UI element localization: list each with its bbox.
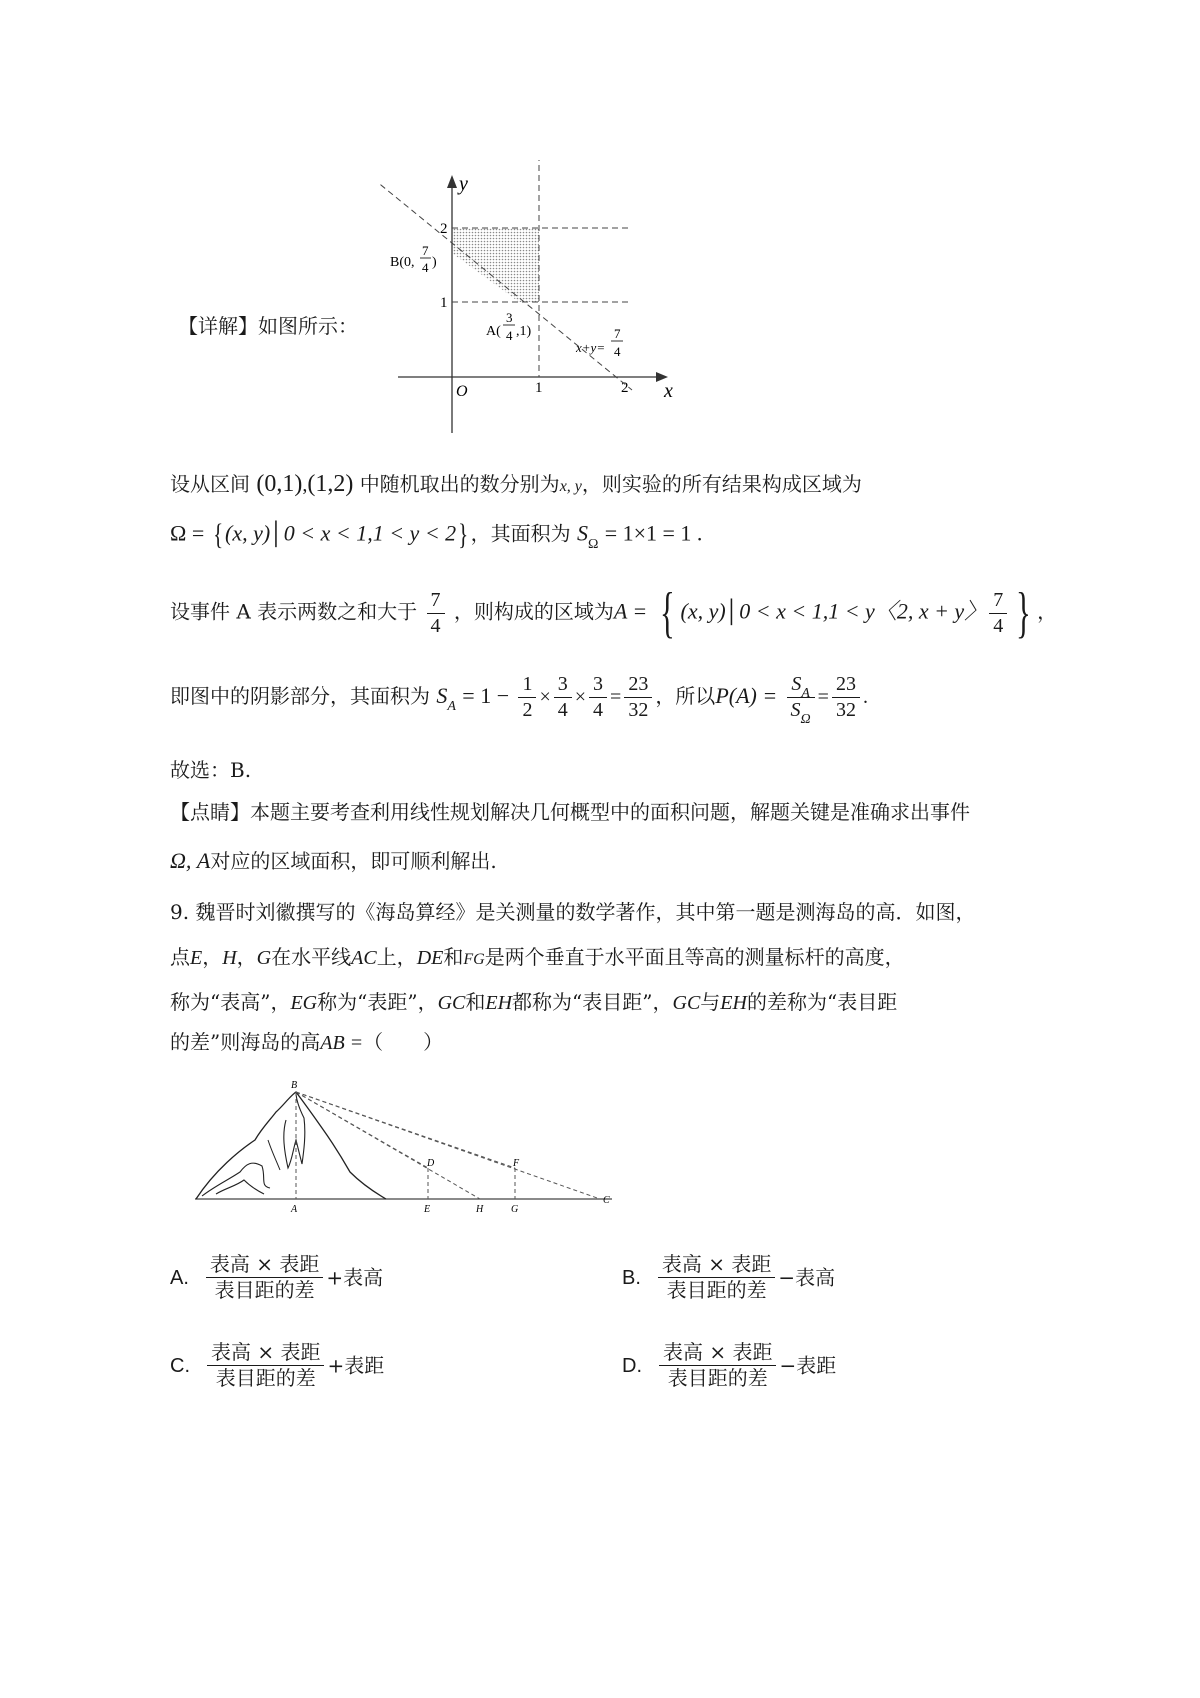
- text-span: ，所以: [655, 684, 716, 708]
- option-a[interactable]: [170, 1252, 383, 1303]
- paragraph-omega: [170, 520, 702, 550]
- text-span: 设事件 A 表示两数之和大于: [170, 599, 418, 624]
- segment-eg: EG: [290, 992, 318, 1014]
- option-letter: B.: [622, 1266, 641, 1289]
- question-9-line-3: [170, 990, 897, 1015]
- fraction-numerator: 表高 × 表距: [206, 1252, 323, 1278]
- text-span: 是两个垂直于水平面且等高的测量标杆的高度，: [484, 945, 905, 969]
- area-subscript: Ω: [587, 536, 599, 552]
- y-tick-2: 2: [440, 221, 448, 237]
- fraction-numerator: 7: [989, 588, 1007, 614]
- interval-two: (1,2): [307, 471, 354, 497]
- text-span: 称为“表高”，: [170, 990, 291, 1014]
- fraction-set-seven-fourths: [989, 588, 1007, 639]
- island-figure: [190, 1080, 620, 1220]
- right-brace: }: [458, 518, 469, 551]
- question-9-line-4: [170, 1030, 443, 1055]
- text-span: 在水平线: [271, 945, 352, 969]
- point-b-den: 4: [422, 260, 429, 275]
- fraction-numerator: 23: [624, 672, 652, 698]
- question-9-line-2: [170, 945, 905, 970]
- option-fraction: [206, 1252, 323, 1303]
- point-a-prefix: A(: [486, 324, 501, 339]
- fraction-numerator: 表高 × 表距: [207, 1340, 324, 1366]
- paragraph-shaded-area: [170, 672, 868, 727]
- text-span: 称为“表距”，: [317, 990, 438, 1014]
- fraction-numerator: 3: [554, 672, 572, 698]
- text-span: 和: [443, 945, 464, 969]
- fraction-numerator: 表高 × 表距: [658, 1252, 775, 1278]
- fraction-denominator: 表目距的差: [666, 1278, 767, 1302]
- option-tail: 表距: [344, 1353, 385, 1378]
- mountain-ridge: [268, 1140, 280, 1170]
- label-e: E: [424, 1204, 431, 1215]
- option-tail: 表距: [796, 1353, 837, 1378]
- operator: +: [326, 1265, 344, 1290]
- point-a-num: 3: [506, 310, 513, 325]
- fraction-area-ratio: [787, 672, 815, 727]
- option-fraction: [658, 1252, 775, 1303]
- text-span: ，: [202, 945, 223, 969]
- fraction-one-half: [518, 672, 536, 723]
- variables-xy: x, y: [559, 478, 582, 495]
- fraction-numerator: 3: [589, 672, 607, 698]
- times-sign: ×: [539, 686, 551, 708]
- line-label: x+y=: [576, 340, 606, 355]
- area-subscript: Ω: [800, 712, 811, 727]
- label-f: F: [513, 1158, 520, 1169]
- y-tick-1: 1: [440, 295, 448, 311]
- point-h: H: [222, 947, 237, 969]
- answer-parentheses: （ ）: [363, 1030, 444, 1054]
- fraction-denominator: 表目距的差: [214, 1278, 315, 1302]
- fraction-denominator: 4: [993, 614, 1004, 637]
- option-letter: D.: [622, 1354, 642, 1377]
- label-d: D: [427, 1158, 435, 1169]
- fraction-denominator: 4: [593, 699, 604, 721]
- text-span: 设从区间: [170, 472, 250, 496]
- fraction-denominator: 32: [835, 699, 856, 721]
- line-label-num: 7: [614, 326, 621, 341]
- option-fraction: [207, 1340, 324, 1391]
- segment-eh: EH: [720, 992, 747, 1014]
- fraction-numerator: 7: [427, 588, 445, 614]
- point-b-suffix: ): [432, 255, 437, 270]
- left-brace: {: [659, 582, 675, 644]
- text-span: ，: [1037, 599, 1058, 624]
- remark-line-2: [170, 848, 497, 874]
- fraction-seven-fourths: [427, 588, 445, 639]
- equals-sign: =: [610, 686, 622, 708]
- sight-line-bc: [296, 1092, 600, 1199]
- label-c: C: [603, 1195, 610, 1206]
- area-subscript: A: [447, 699, 456, 714]
- point-b-prefix: B(0,: [390, 255, 415, 270]
- fraction-three-fourths: [554, 672, 572, 723]
- fraction-three-fourths: [589, 672, 607, 723]
- fraction-denominator: 4: [557, 699, 568, 721]
- label-g: G: [511, 1204, 519, 1215]
- equals-one-minus: = 1 −: [462, 683, 510, 708]
- fraction-denominator: 32: [628, 699, 649, 721]
- fraction-23-32: [624, 672, 652, 723]
- shaded-region: [452, 228, 539, 302]
- mountain-ridge: [284, 1092, 305, 1168]
- segment-fg: FG: [463, 951, 485, 968]
- option-d[interactable]: [622, 1340, 836, 1391]
- omega-a-symbols: Ω, A: [170, 848, 211, 873]
- detail-label: 【详解】如图所示：: [178, 314, 358, 338]
- fraction-denominator: [787, 698, 815, 727]
- option-fraction: [659, 1340, 776, 1391]
- remark-line-1: 【点睛】本题主要考查利用线性规划解决几何概型中的面积问题，解题关键是准确求出事件: [170, 800, 970, 824]
- fraction-denominator: 表目距的差: [667, 1366, 768, 1390]
- option-letter: A.: [170, 1266, 189, 1289]
- x-tick-2: 2: [621, 380, 629, 396]
- interval-one: (0,1): [256, 471, 303, 497]
- y-axis-arrow: [447, 175, 457, 188]
- text-span: ，则构成的区域为: [453, 599, 614, 624]
- right-brace: }: [1016, 582, 1032, 644]
- text-span: 的差称为“表目距: [746, 990, 898, 1014]
- fraction-denominator: 表目距的差: [215, 1366, 316, 1390]
- sight-line-bf: [296, 1092, 515, 1168]
- text-span: 点: [170, 945, 190, 969]
- segment-de: DE: [416, 947, 444, 969]
- omega-area-value: = 1×1 = 1 .: [604, 520, 703, 546]
- text-span: 即图中的阴影部分，其面积为: [170, 684, 430, 708]
- point-b-num: 7: [422, 243, 429, 258]
- event-a-set: (x, y)│0 < x < 1,1 < y〈2, x + y〉: [680, 598, 987, 624]
- text-span: 中随机取出的数分别为: [359, 472, 560, 496]
- x-axis-label: x: [664, 380, 673, 402]
- area-symbol: S: [436, 683, 448, 708]
- segment-ac: AC: [351, 947, 377, 969]
- period: .: [862, 686, 868, 708]
- fraction-denominator: 2: [522, 699, 533, 721]
- mountain-ridge: [202, 1163, 270, 1196]
- text-span: 都称为“表目距”，: [512, 990, 673, 1014]
- fraction-numerator: 表高 × 表距: [659, 1340, 776, 1366]
- label-h: H: [476, 1204, 484, 1215]
- operator: −: [778, 1265, 796, 1290]
- text-span: 与: [700, 990, 721, 1014]
- a-equals: A =: [613, 598, 648, 624]
- question-9-line-1: 9. 魏晋时刘徽撰写的《海岛算经》是关测量的数学著作，其中第一题是测海岛的高．如图，: [170, 900, 976, 924]
- region-graph: [380, 160, 700, 450]
- paragraph-event-a: [170, 582, 1058, 644]
- fraction-23-32: [832, 672, 860, 723]
- x-tick-1: 1: [535, 380, 543, 396]
- text-span: ，其面积为: [470, 521, 571, 546]
- sight-line-bd: [296, 1092, 428, 1168]
- operator: −: [779, 1353, 797, 1378]
- paragraph-intervals: [170, 470, 862, 499]
- option-tail: 表高: [795, 1265, 836, 1290]
- fraction-numerator: [787, 672, 815, 701]
- probability-a: P(A) =: [715, 683, 778, 708]
- omega-equals: Ω =: [170, 520, 205, 546]
- operator: +: [327, 1353, 345, 1378]
- point-g: G: [256, 947, 272, 969]
- option-b[interactable]: [622, 1252, 835, 1303]
- label-a: A: [291, 1204, 298, 1215]
- point-a-den: 4: [506, 328, 513, 343]
- area-symbol: S: [576, 520, 588, 546]
- fraction-denominator: 4: [430, 614, 441, 637]
- omega-set: (x, y)│0 < x < 1,1 < y < 2: [225, 520, 457, 546]
- times-sign: ×: [574, 686, 587, 708]
- text-span: 的差”则海岛的高: [170, 1030, 321, 1054]
- label-b: B: [291, 1080, 298, 1091]
- equals-sign: =: [817, 686, 829, 708]
- y-axis-label: y: [459, 173, 468, 195]
- segment-eh: EH: [485, 992, 513, 1014]
- comma: ,: [302, 474, 308, 496]
- left-brace: {: [212, 518, 223, 551]
- text-span: 和: [465, 990, 486, 1014]
- origin-label: O: [456, 383, 468, 400]
- answer-line: 故选：B.: [170, 758, 252, 782]
- area-symbol: S: [791, 673, 802, 695]
- area-subscript: A: [801, 686, 810, 701]
- text-span: ，: [236, 945, 257, 969]
- option-letter: C.: [170, 1354, 190, 1377]
- segment-gc: GC: [672, 992, 701, 1014]
- segment-gc: GC: [437, 992, 466, 1014]
- text-span: ，则实验的所有结果构成区域为: [581, 472, 862, 496]
- fraction-numerator: 23: [832, 672, 860, 698]
- option-c[interactable]: [170, 1340, 384, 1391]
- line-label-den: 4: [614, 344, 621, 359]
- text-span: 上，: [376, 945, 417, 969]
- mountain-outline: [196, 1092, 386, 1199]
- height-ab: AB =: [320, 1032, 364, 1054]
- option-tail: 表高: [343, 1265, 384, 1290]
- area-symbol: S: [790, 699, 801, 721]
- fraction-numerator: 1: [518, 672, 536, 698]
- point-a-suffix: ,1): [516, 324, 532, 339]
- text-span: 对应的区域面积，即可顺利解出.: [210, 849, 497, 873]
- point-e: E: [190, 947, 203, 969]
